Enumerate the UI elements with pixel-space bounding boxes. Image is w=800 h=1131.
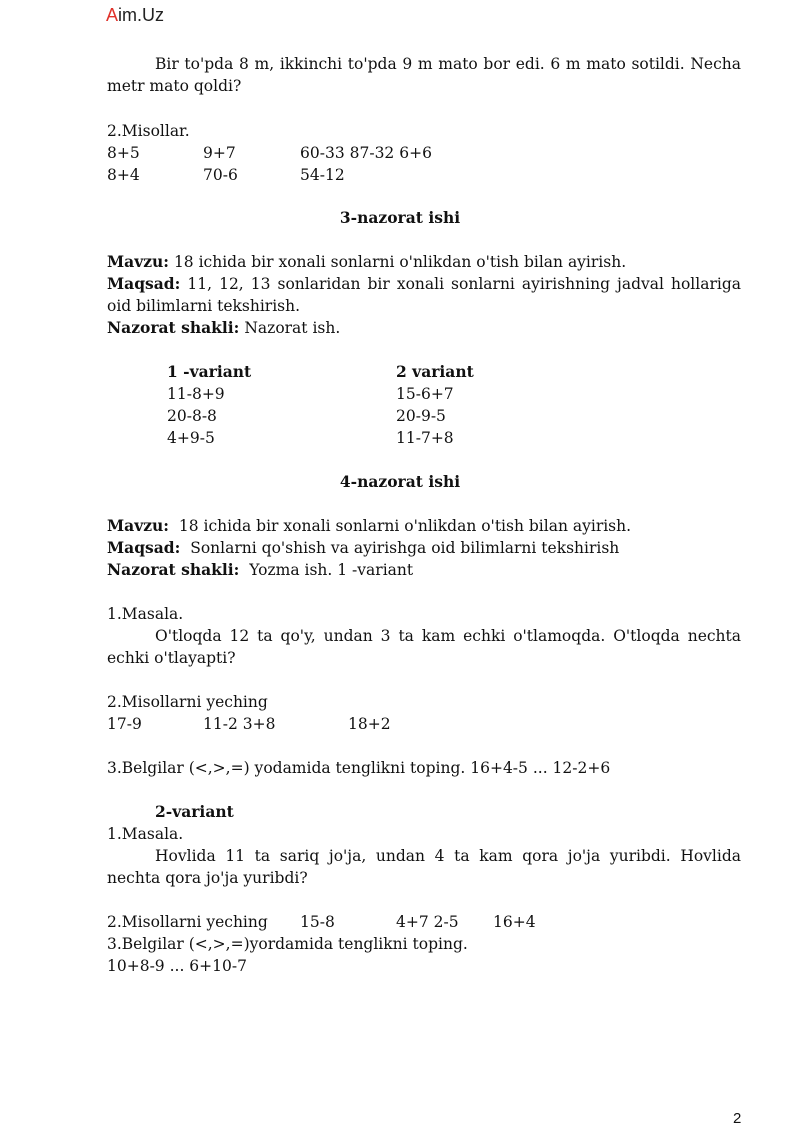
work3-maqsad: [107, 273, 741, 317]
shakl-text: Nazorat ish.: [244, 319, 341, 337]
shakl-label: Nazorat shakli:: [107, 318, 240, 337]
site-logo: [106, 4, 164, 26]
intro-problem: Bir to'pda 8 m, ikkinchi to'pda 9 m mato bor edi. 6 m mato sotildi. Necha metr mato qoldi?: [107, 55, 741, 95]
mavzu-label: Mavzu:: [107, 252, 169, 271]
example-item: 9+7: [203, 144, 236, 162]
masala-text: O'tloqda 12 ta qo'y, undan 3 ta kam echki o'tlamoqda. O'tloqda nechta echki o'tlayapti?: [107, 627, 741, 667]
variant2b-title: 2-variant: [155, 802, 234, 821]
mavzu-label: Mavzu:: [107, 516, 169, 535]
work4-title: 4-nazorat ishi: [339, 472, 461, 491]
maqsad-text: 11, 12, 13 sonlaridan bir xonali sonlarni ayirishning jadval hollariga oid bilimlarni tekshirish.: [107, 275, 741, 315]
variant2-item: 20-9-5: [396, 407, 446, 425]
shakl-text: Yozma ish. 1 -variant: [249, 561, 414, 579]
masala-label: 1.Masala.: [107, 605, 184, 623]
misol-item: 4+7 2-5: [396, 913, 459, 931]
mavzu-text: 18 ichida bir xonali sonlarni o'nlikdan o'tish bilan ayirish.: [178, 517, 632, 535]
variant2-item: 11-7+8: [396, 429, 454, 447]
maqsad-label: Maqsad:: [107, 538, 181, 557]
misol-item: 15-8: [300, 913, 335, 931]
examples-label: 2.Misollar.: [107, 122, 190, 140]
example-item: 8+5: [107, 144, 140, 162]
work3-shakl: [107, 317, 741, 339]
example-item: 8+4: [107, 166, 140, 184]
variant1-title: 1 -variant: [167, 362, 252, 381]
misol-label: 2.Misollarni yeching: [107, 913, 268, 931]
masala-label: 1.Masala.: [107, 825, 184, 843]
work3-title: 3-nazorat ishi: [339, 208, 461, 227]
variant2-title: 2 variant: [396, 362, 474, 381]
misol-item: 17-9: [107, 715, 142, 733]
work4-mavzu: [107, 515, 741, 537]
work3-mavzu: [107, 251, 741, 273]
example-item: 70-6: [203, 166, 238, 184]
belgilar-text: 3.Belgilar (<,>,=) yodamida tenglikni toping. 16+4-5 ... 12-2+6: [107, 759, 611, 777]
work4-maqsad: [107, 537, 741, 559]
variant2-item: 15-6+7: [396, 385, 454, 403]
variant1-item: 11-8+9: [167, 385, 225, 403]
variant1-item: 4+9-5: [167, 429, 215, 447]
logo-accent: A: [106, 5, 119, 25]
masala-text: Hovlida 11 ta sariq jo'ja, undan 4 ta kam qora jo'ja yuribdi. Hovlida nechta qora jo'ja yuribdi?: [107, 847, 741, 887]
misol-item: 11-2 3+8: [203, 715, 276, 733]
example-item: 60-33 87-32 6+6: [300, 144, 432, 162]
mavzu-text: 18 ichida bir xonali sonlarni o'nlikdan o'tish bilan ayirish.: [173, 253, 627, 271]
misol-label: 2.Misollarni yeching: [107, 693, 268, 711]
misol-item: 18+2: [348, 715, 391, 733]
maqsad-text: Sonlarni qo'shish va ayirishga oid bilimlarni tekshirish: [190, 539, 620, 557]
logo-text: im.Uz: [118, 5, 165, 25]
variant1-item: 20-8-8: [167, 407, 217, 425]
page-number: 2: [733, 1110, 742, 1127]
work4-shakl: [107, 559, 741, 581]
belgilar-text: 3.Belgilar (<,>,=)yordamida tenglikni toping.: [107, 935, 468, 953]
shakl-label: Nazorat shakli:: [107, 560, 240, 579]
belgilar-expression: 10+8-9 ... 6+10-7: [107, 957, 247, 975]
example-item: 54-12: [300, 166, 345, 184]
maqsad-label: Maqsad:: [107, 274, 181, 293]
misol-item: 16+4: [493, 913, 536, 931]
